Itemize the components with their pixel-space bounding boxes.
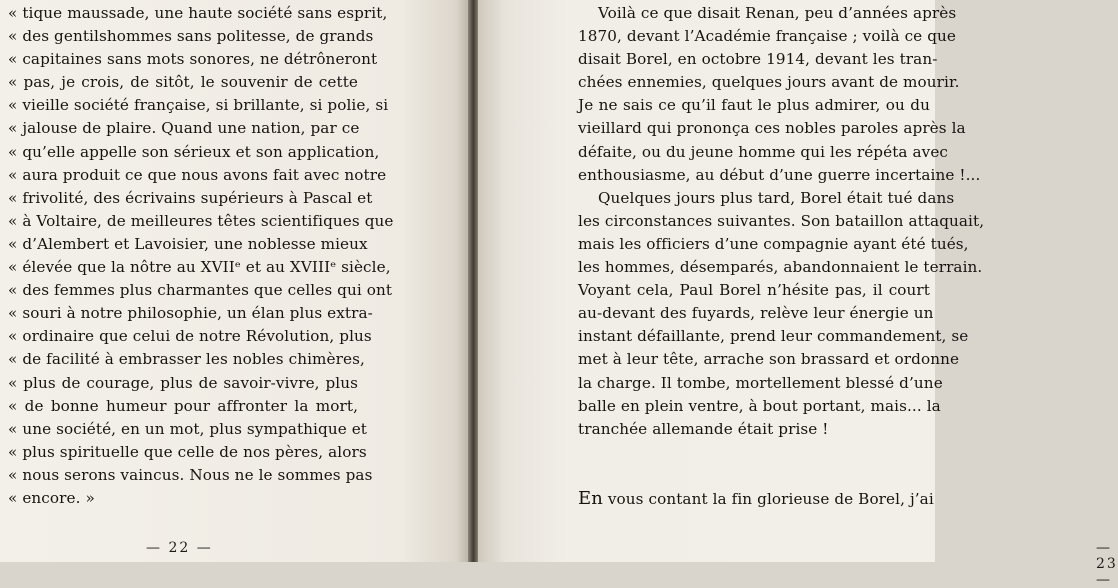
text-line: enthousiasme, au début d’une guerre incertaine !... (578, 165, 981, 184)
section-initial: En (578, 487, 603, 509)
text-line: chées ennemies, quelques jours avant de mourir. (578, 73, 960, 92)
section-gap (578, 441, 930, 487)
text-line: Voyant cela, Paul Borel n’hésite pas, il court (578, 281, 930, 300)
text-line: au-devant des fuyards, relève leur énergie un (578, 304, 934, 323)
paragraph-start-line: Voilà ce que disait Renan, peu d’années après (598, 4, 957, 22)
text-line-last: tranchée allemande était prise ! (578, 419, 829, 438)
text-line: défaite, ou du jeune homme qui les répéta avec (578, 142, 949, 161)
section-first-line-text: vous contant la fin glorieuse de Borel, j’ai (602, 489, 934, 508)
text-line: mais les officiers d’une compagnie ayant été tués, (578, 234, 969, 253)
text-line: balle en plein ventre, à bout portant, mais... la (578, 396, 941, 415)
text-line: 1870, devant l’Académie française ; voilà ce que (578, 27, 956, 46)
text-line: « capitaines sans mots sonores, ne détrôneront (8, 50, 378, 69)
text-line: « souri à notre philosophie, un élan plus extra- (8, 304, 373, 323)
text-line: instant défaillante, prend leur commandement, se (578, 327, 969, 346)
text-line: Je ne sais ce qu’il faut le plus admirer, ou du (578, 96, 930, 115)
text-line: « vieille société française, si brillante, si polie, si (8, 96, 389, 115)
right-page-text (578, 2, 985, 510)
text-line: « pas, je crois, de sitôt, le souvenir de cette (8, 73, 358, 92)
text-line: « ordinaire que celui de notre Révolution, plus (8, 327, 372, 346)
text-line: « nous serons vaincus. Nous ne le sommes pas (8, 465, 373, 484)
page-number-right: — 23 — (1096, 540, 1118, 588)
text-line: la charge. Il tombe, mortellement blessé d’une (578, 373, 943, 392)
text-line: « plus de courage, plus de savoir-vivre, plus (8, 373, 358, 392)
text-line: « des femmes plus charmantes que celles qui ont (8, 281, 393, 300)
text-line: « de bonne humeur pour affronter la mort, (8, 396, 358, 415)
text-line: « plus spirituelle que celle de nos pères, alors (8, 442, 367, 461)
text-line: « élevée que la nôtre au XVIIᵉ et au XVIIIᵉ siècle, (8, 258, 391, 277)
text-line: « de facilité à embrasser les nobles chimères, (8, 350, 365, 369)
text-line: « tique maussade, une haute société sans esprit, (8, 4, 388, 22)
left-page-text (8, 2, 394, 510)
text-line: « des gentilshommes sans politesse, de grands (8, 27, 374, 46)
right-page (478, 0, 1118, 588)
text-line: « qu’elle appelle son sérieux et son application, (8, 142, 380, 161)
left-page (0, 0, 470, 562)
text-line: vieillard qui prononça ces nobles paroles après la (578, 119, 966, 138)
text-line: les circonstances suivantes. Son bataillon attaquait, (578, 211, 985, 230)
text-line: « frivolité, des écrivains supérieurs à Pascal et (8, 188, 373, 207)
text-line: « aura produit ce que nous avons fait avec notre (8, 165, 387, 184)
text-line: « à Voltaire, de meilleures têtes scientifiques que (8, 211, 394, 230)
text-line: les hommes, désemparés, abandonnaient le terrain. (578, 258, 983, 277)
text-line: disait Borel, en octobre 1914, devant les tran- (578, 50, 938, 69)
paragraph-start-line: Quelques jours plus tard, Borel était tué dans (598, 188, 955, 207)
text-line: « jalouse de plaire. Quand une nation, par ce (8, 119, 360, 138)
text-line: « d’Alembert et Lavoisier, une noblesse mieux (8, 234, 368, 253)
text-line: « une société, en un mot, plus sympathique et (8, 419, 368, 438)
text-line-last: « encore. » (8, 488, 95, 507)
text-line: met à leur tête, arrache son brassard et ordonne (578, 350, 960, 369)
page-number-left: — 22 — (146, 540, 213, 556)
section-first-line (578, 487, 934, 510)
